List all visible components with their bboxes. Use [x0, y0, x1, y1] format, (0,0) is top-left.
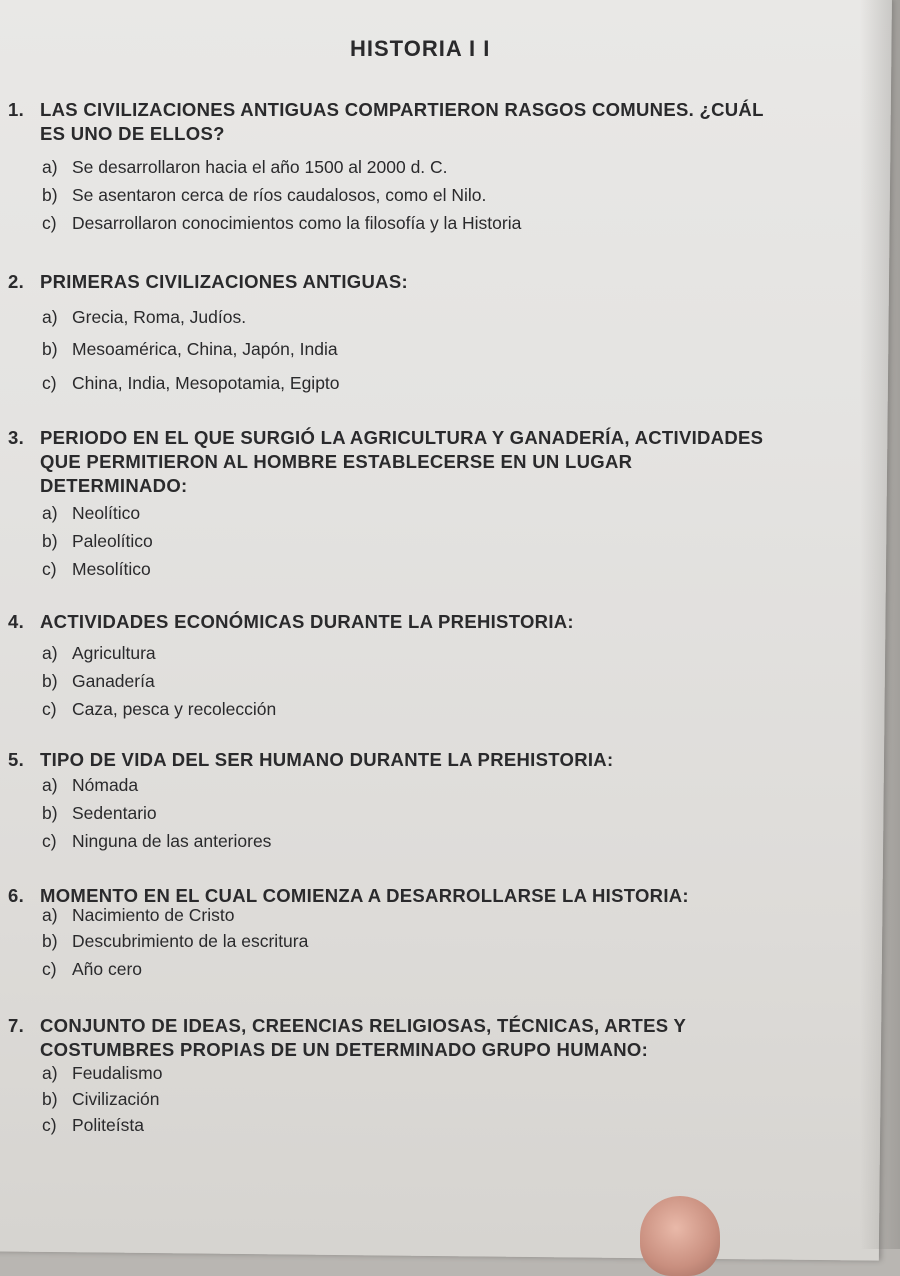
option-5a[interactable] [42, 774, 138, 796]
option-letter: c) [42, 699, 57, 719]
option-text: Se asentaron cerca de ríos caudalosos, como el Nilo. [72, 185, 487, 205]
option-5b[interactable] [42, 802, 157, 824]
option-6b[interactable] [42, 930, 308, 952]
option-letter: c) [42, 959, 57, 979]
option-letter: b) [42, 531, 58, 551]
option-1b[interactable] [42, 184, 486, 206]
option-text: Neolítico [72, 503, 141, 523]
question-text-continued: COSTUMBRES PROPIAS DE UN DETERMINADO GRUPO HUMANO: [40, 1039, 649, 1060]
option-letter: c) [42, 831, 57, 851]
option-text: Año cero [72, 959, 143, 979]
option-letter: b) [42, 931, 58, 951]
question-text-continued: ES UNO DE ELLOS? [40, 123, 225, 144]
option-text: Nómada [72, 775, 139, 795]
option-letter: b) [42, 671, 58, 691]
option-letter: b) [42, 803, 58, 823]
option-text: Se desarrollaron hacia el año 1500 al 2000 d. C. [72, 157, 448, 177]
option-text: Descubrimiento de la escritura [72, 931, 309, 951]
option-7a[interactable] [42, 1062, 162, 1084]
question-text: MOMENTO EN EL CUAL COMIENZA A DESARROLLARSE LA HISTORIA: [40, 885, 689, 906]
option-text: Civilización [72, 1089, 160, 1109]
question-text: TIPO DE VIDA DEL SER HUMANO DURANTE LA PREHISTORIA: [40, 749, 614, 770]
question-7 [8, 1014, 828, 1062]
option-2b[interactable] [42, 338, 338, 360]
option-letter: a) [42, 157, 58, 177]
page-title: HISTORIA I I [350, 36, 491, 61]
option-letter: c) [42, 213, 57, 233]
fingertip-photo-artifact [640, 1196, 720, 1276]
option-6a[interactable] [42, 904, 234, 926]
option-text: China, India, Mesopotamia, Egipto [72, 373, 340, 393]
question-text-continued: QUE PERMITIERON AL HOMBRE ESTABLECERSE EN UN LUGAR [40, 451, 633, 472]
question-text: PRIMERAS CIVILIZACIONES ANTIGUAS: [40, 271, 408, 292]
question-3 [8, 426, 828, 498]
question-1 [8, 98, 828, 146]
option-7b[interactable] [42, 1088, 160, 1110]
question-text-continued: DETERMINADO: [40, 475, 188, 496]
question-text: CONJUNTO DE IDEAS, CREENCIAS RELIGIOSAS, TÉCNICAS, ARTES Y [40, 1015, 687, 1036]
option-letter: a) [42, 775, 58, 795]
option-2a[interactable] [42, 306, 246, 328]
option-text: Ganadería [72, 671, 155, 691]
option-2c[interactable] [42, 372, 340, 394]
option-3a[interactable] [42, 502, 140, 524]
option-letter: c) [42, 1115, 57, 1135]
option-3b[interactable] [42, 530, 153, 552]
option-text: Mesolítico [72, 559, 151, 579]
question-2 [8, 270, 828, 294]
question-number: 1. [8, 99, 25, 120]
option-4c[interactable] [42, 698, 276, 720]
question-number: 6. [8, 885, 25, 906]
question-text: PERIODO EN EL QUE SURGIÓ LA AGRICULTURA Y GANADERÍA, ACTIVIDADES [40, 427, 764, 448]
question-4 [8, 610, 828, 634]
option-letter: a) [42, 643, 58, 663]
option-letter: c) [42, 559, 57, 579]
question-number: 4. [8, 611, 25, 632]
option-1a[interactable] [42, 156, 448, 178]
option-6c[interactable] [42, 958, 142, 980]
option-letter: b) [42, 185, 58, 205]
option-5c[interactable] [42, 830, 271, 852]
option-3c[interactable] [42, 558, 151, 580]
option-4b[interactable] [42, 670, 155, 692]
option-text: Nacimiento de Cristo [72, 905, 235, 925]
option-text: Politeísta [72, 1115, 144, 1135]
question-number: 7. [8, 1015, 25, 1036]
option-text: Desarrollaron conocimientos como la filosofía y la Historia [72, 213, 522, 233]
option-letter: c) [42, 373, 57, 393]
option-text: Feudalismo [72, 1063, 163, 1083]
option-text: Ninguna de las anteriores [72, 831, 272, 851]
option-letter: a) [42, 307, 58, 327]
option-1c[interactable] [42, 212, 521, 234]
option-letter: b) [42, 1089, 58, 1109]
option-7c[interactable] [42, 1114, 144, 1136]
option-text: Caza, pesca y recolección [72, 699, 277, 719]
option-text: Agricultura [72, 643, 156, 663]
option-text: Sedentario [72, 803, 157, 823]
question-5 [8, 748, 828, 772]
option-letter: a) [42, 1063, 58, 1083]
option-text: Grecia, Roma, Judíos. [72, 307, 247, 327]
question-number: 5. [8, 749, 25, 770]
option-text: Paleolítico [72, 531, 153, 551]
option-text: Mesoamérica, China, Japón, India [72, 339, 338, 359]
option-letter: a) [42, 503, 58, 523]
option-letter: b) [42, 339, 58, 359]
question-text: ACTIVIDADES ECONÓMICAS DURANTE LA PREHISTORIA: [40, 611, 574, 632]
option-letter: a) [42, 905, 58, 925]
question-number: 3. [8, 427, 25, 448]
question-text: LAS CIVILIZACIONES ANTIGUAS COMPARTIERON RASGOS COMUNES. ¿CUÁL [40, 99, 764, 120]
question-number: 2. [8, 271, 25, 292]
option-4a[interactable] [42, 642, 156, 664]
